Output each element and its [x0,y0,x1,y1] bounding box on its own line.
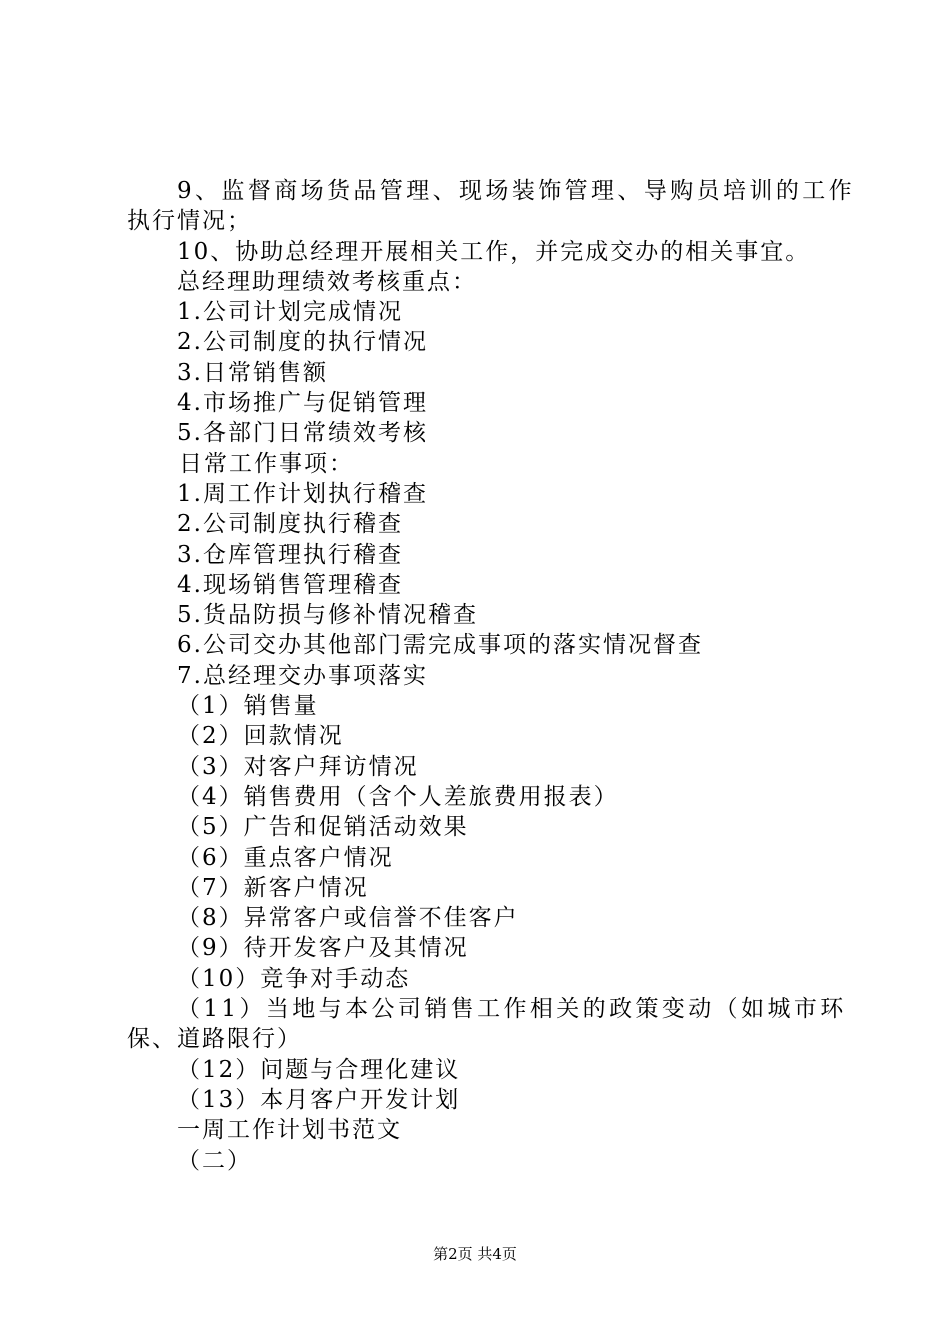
sub-list-item: （1）销售量 [177,693,319,720]
sub-list-item: （7）新客户情况 [177,874,369,901]
list-item: 4.市场推广与促销管理 [177,390,428,417]
list-item: 3.仓库管理执行稽查 [177,541,403,568]
page-footer: 第2页 共4页 [433,1245,517,1263]
list-item: 1.周工作计划执行稽查 [177,480,428,507]
section-heading: 日常工作事项： [179,450,354,477]
sub-list-item: （4）销售费用（含个人差旅费用报表） [177,783,619,810]
sub-list-item: （5）广告和促销活动效果 [177,814,469,841]
text-line: 9、监督商场货品管理、现场装饰管理、导购员培训的工作 [177,178,856,204]
sub-list-item: （2）回款情况 [177,723,344,750]
list-item: 3.日常销售额 [177,359,328,386]
text-line: 10、协助总经理开展相关工作，并完成交办的相关事宜。 [177,238,811,265]
list-item: 1.公司计划完成情况 [177,299,403,326]
sub-list-item: （6）重点客户情况 [177,844,394,871]
list-item: 4.现场销售管理稽查 [177,571,403,598]
list-item: 7.总经理交办事项落实 [177,662,428,689]
section-heading: 总经理助理绩效考核重点： [177,268,477,295]
section-heading: 一周工作计划书范文 [177,1117,402,1144]
sub-list-item: （8）异常客户或信誉不佳客户 [177,905,519,932]
sub-list-item: （12）问题与合理化建议 [177,1056,461,1083]
list-item: 5.各部门日常绩效考核 [177,420,428,447]
sub-list-item: （13）本月客户开发计划 [177,1086,461,1113]
list-item: 6.公司交办其他部门需完成事项的落实情况督查 [177,632,703,659]
sub-list-item: （9）待开发客户及其情况 [177,935,469,962]
list-item: 2.公司制度的执行情况 [177,329,428,356]
text-line: （二） [177,1147,252,1174]
list-item: 5.货品防损与修补情况稽查 [177,602,478,629]
document-body [127,176,856,1176]
text-line: 保、道路限行） [127,1026,302,1053]
sub-list-item: （10）竞争对手动态 [177,965,411,992]
sub-list-item: （11）当地与本公司销售工作相关的政策变动（如城市环 [177,996,847,1023]
text-line: 执行情况； [127,208,252,235]
list-item: 2.公司制度执行稽查 [177,511,403,538]
sub-list-item: （3）对客户拜访情况 [177,753,419,780]
